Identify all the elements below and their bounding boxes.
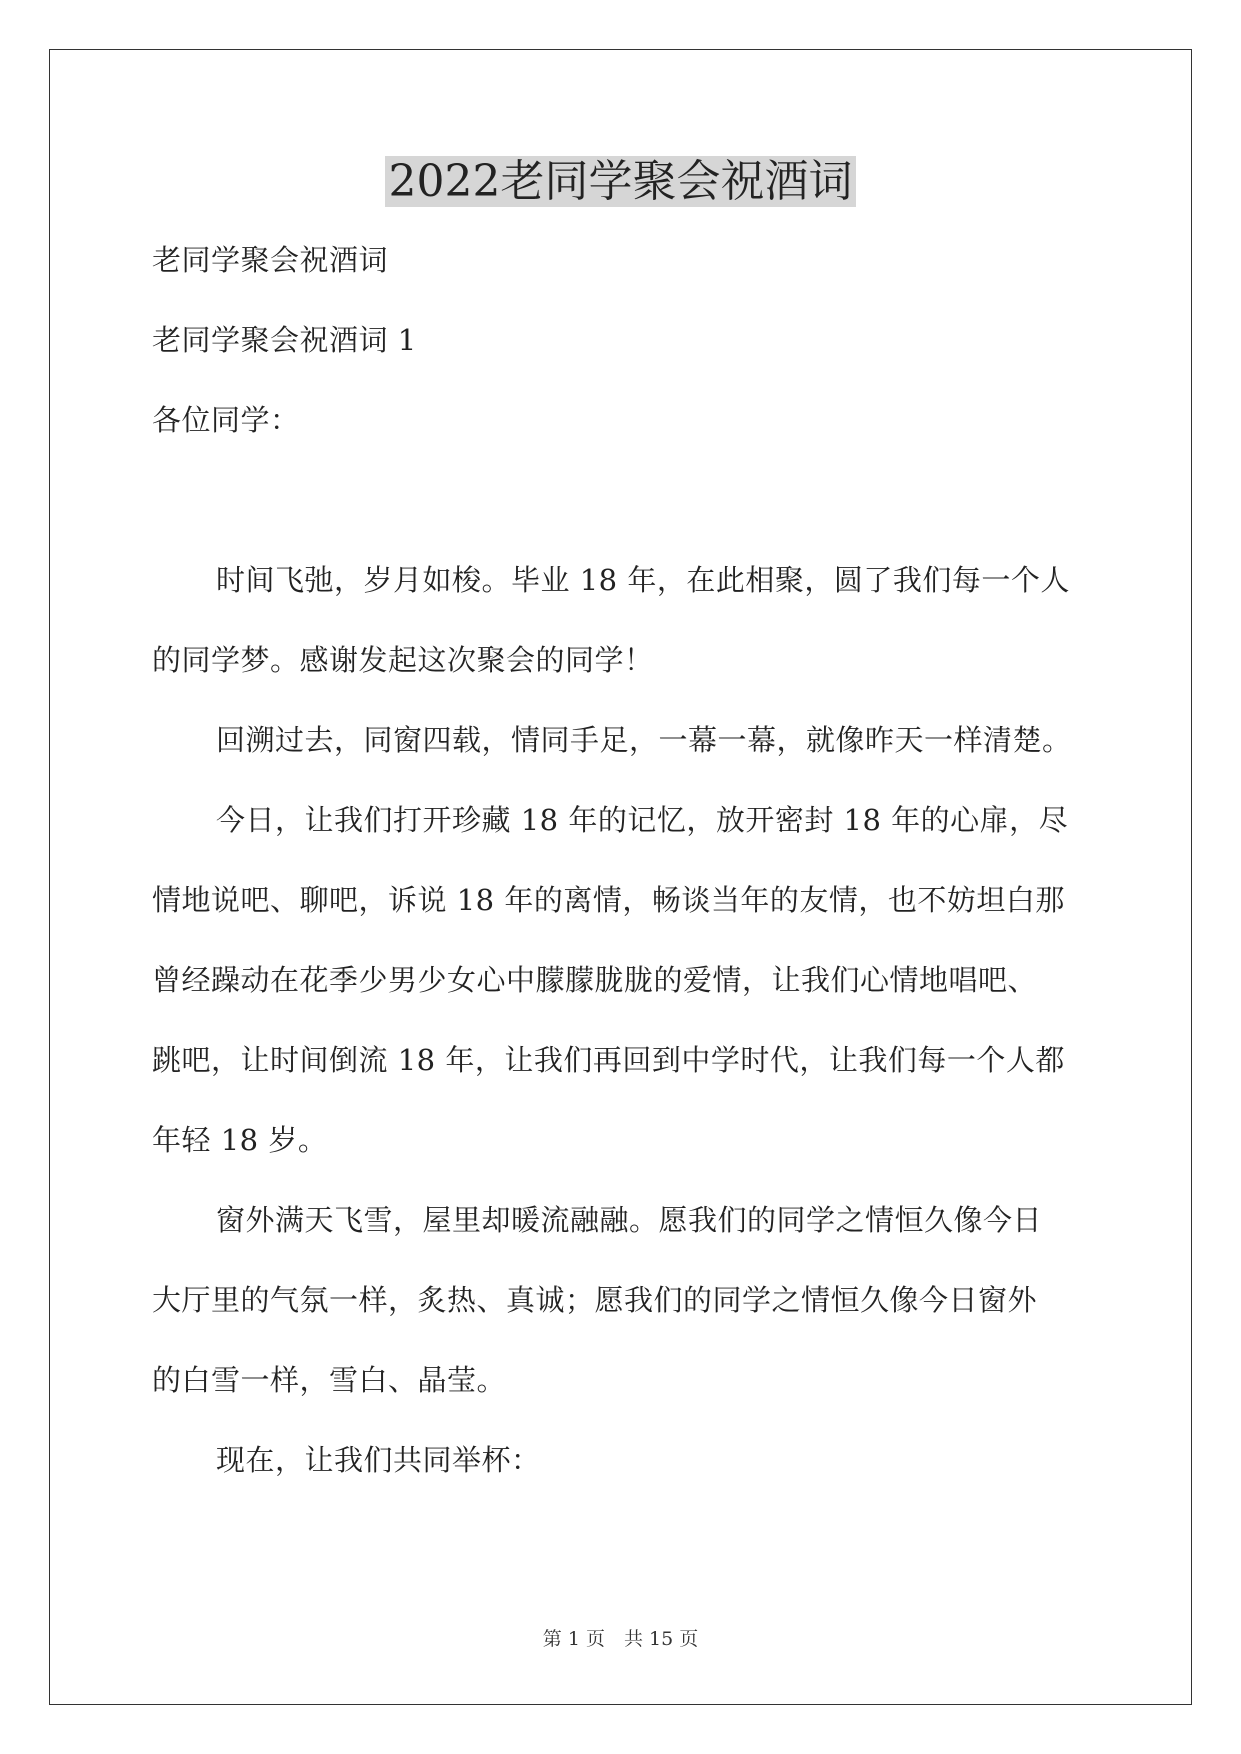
paragraph-line: 今日，让我们打开珍藏 18 年的记忆，放开密封 18 年的心扉，尽	[216, 803, 1069, 837]
paragraph-line: 大厅里的气氛一样，炙热、真诚；愿我们的同学之情恒久像今日窗外	[152, 1283, 1038, 1317]
paragraph-line: 回溯过去，同窗四载，情同手足，一幕一幕，就像昨天一样清楚。	[216, 723, 1072, 757]
paragraph-line: 年轻 18 岁。	[152, 1123, 328, 1157]
paragraph-line: 的同学梦。感谢发起这次聚会的同学！	[152, 643, 654, 677]
page-footer: 第 1 页 共 15 页	[542, 1628, 699, 1650]
salutation: 各位同学：	[152, 403, 300, 437]
heading-line-1: 老同学聚会祝酒词	[152, 243, 389, 277]
document-title-text: 2022老同学聚会祝酒词	[385, 156, 857, 207]
paragraph-line: 的白雪一样，雪白、晶莹。	[152, 1363, 507, 1397]
paragraph-line: 跳吧，让时间倒流 18 年，让我们再回到中学时代，让我们每一个人都	[152, 1043, 1065, 1077]
paragraph-line: 情地说吧、聊吧，诉说 18 年的离情，畅谈当年的友情，也不妨坦白那	[152, 883, 1065, 917]
document-title	[0, 152, 1241, 212]
paragraph-line: 曾经躁动在花季少男少女心中朦朦胧胧的爱情，让我们心情地唱吧、	[152, 963, 1038, 997]
heading-line-2: 老同学聚会祝酒词 1	[152, 323, 417, 357]
paragraph-line: 现在，让我们共同举杯：	[216, 1443, 541, 1477]
paragraph-line: 时间飞弛，岁月如梭。毕业 18 年，在此相聚，圆了我们每一个人	[216, 563, 1070, 597]
paragraph-line: 窗外满天飞雪，屋里却暖流融融。愿我们的同学之情恒久像今日	[216, 1203, 1043, 1237]
